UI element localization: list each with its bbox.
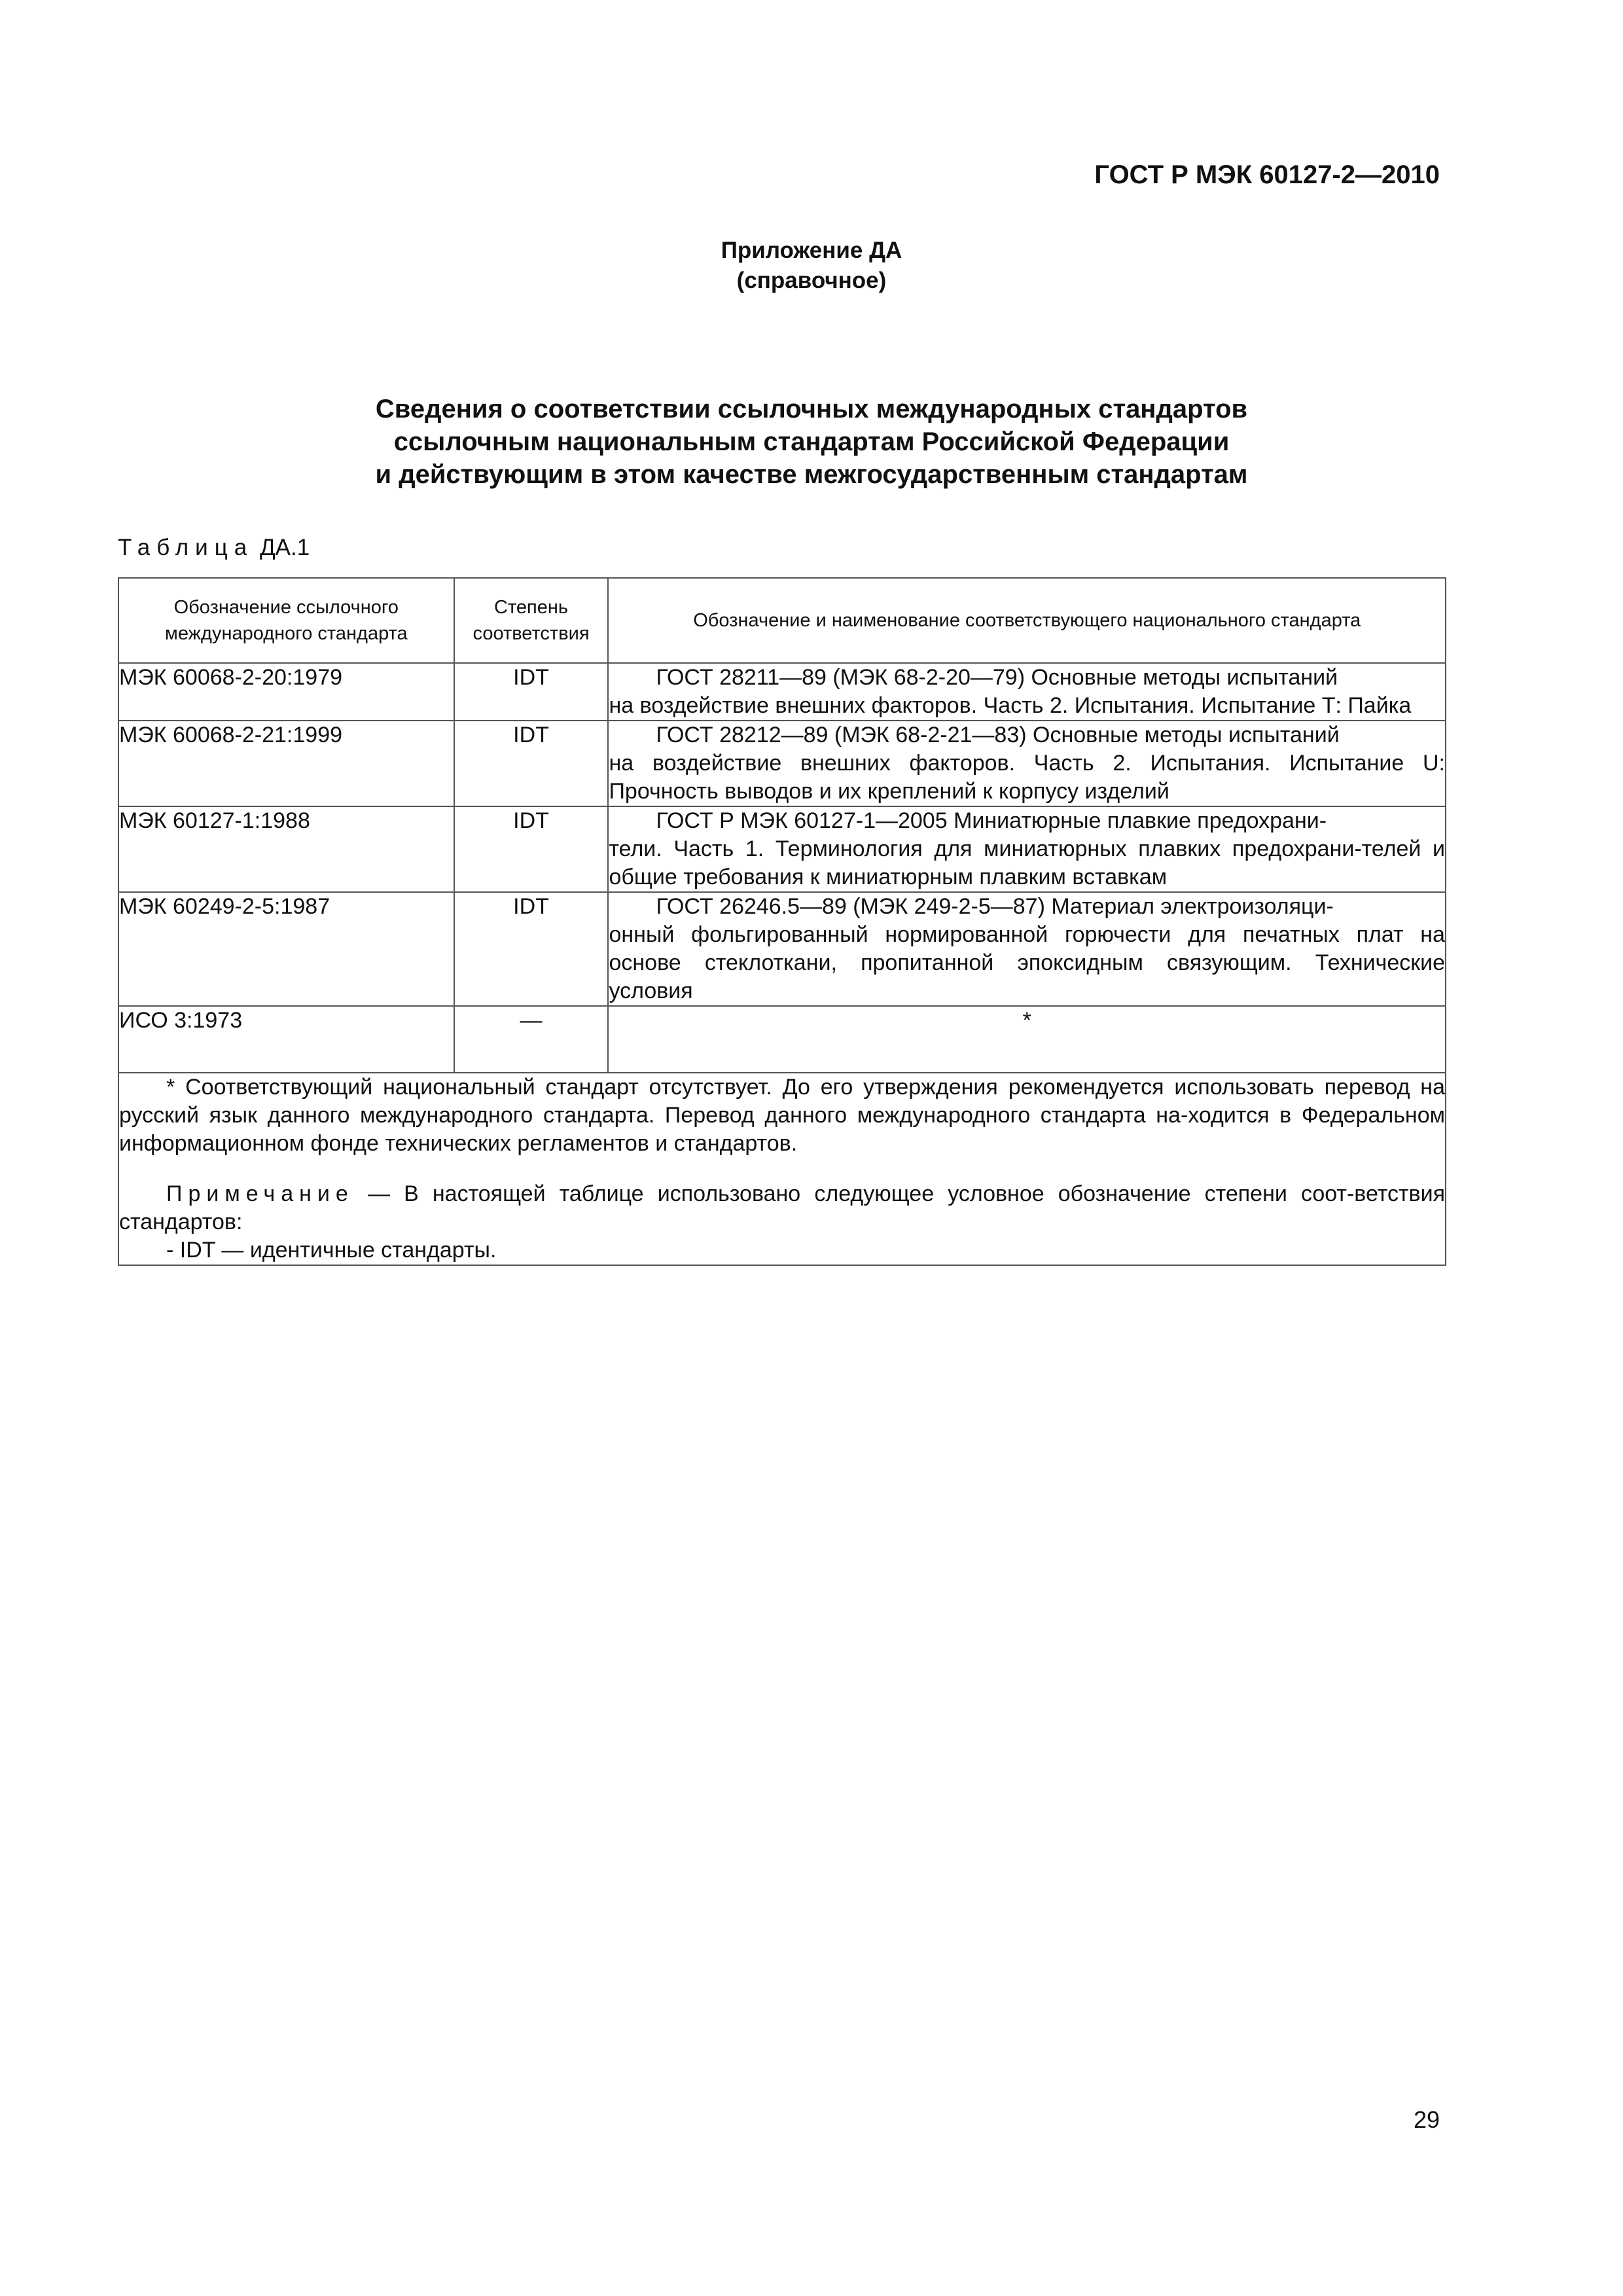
national-standard-first-line: ГОСТ 28212—89 (МЭК 68-2-21—83) Основные методы испытаний [656,723,1340,747]
document-code: ГОСТ Р МЭК 60127-2—2010 [1094,160,1440,189]
header-intl-line-2: международного стандарта [164,623,408,644]
header-degree-line-2: соответствия [473,623,590,644]
national-standard-rest: на воздействие внешних факторов. Часть 2. Испытания. Испытание U: Прочность выводов и их креплений к корпусу изделий [609,751,1445,804]
national-standard-first-line: ГОСТ Р МЭК 60127-1—2005 Миниатюрные плавкие предохрани- [656,808,1327,833]
table-footer [118,1073,1446,1265]
table-header-row [118,578,1446,663]
national-standard-rest: на воздействие внешних факторов. Часть 2. Испытания. Испытание Т: Пайка [609,693,1412,718]
annex-type: (справочное) [736,268,887,293]
annex-heading [0,236,1623,296]
national-standard-first-line: ГОСТ 28211—89 (МЭК 68-2-20—79) Основные методы испытаний [656,665,1338,690]
header-intl-standard [118,578,454,663]
intl-standard-cell: МЭК 60127-1:1988 [118,806,454,892]
standards-table [118,577,1446,1266]
intl-standard-cell: ИСО 3:1973 [118,1006,454,1073]
degree-cell: IDT [454,663,609,721]
national-standard-cell: * [608,1006,1446,1073]
section-title-line-3: и действующим в этом качестве межгосударственным стандартам [375,460,1248,489]
intl-standard-cell: МЭК 60068-2-21:1999 [118,721,454,806]
table-row [118,721,1446,806]
degree-cell: — [454,1006,609,1073]
national-standard-rest: онный фольгированный нормированной горючести для печатных плат на основе стеклоткани, пропитанной эпоксидным связующим. Технические условия [609,922,1445,1003]
page-number: 29 [1413,2106,1440,2133]
national-standard-cell [608,806,1446,892]
national-standard-cell [608,663,1446,721]
section-title-line-2: ссылочным национальным стандартам Российской Федерации [393,427,1230,456]
intl-standard-cell: МЭК 60249-2-5:1987 [118,892,454,1006]
note-text: — В настоящей таблице использовано следующее условное обозначение степени соот-ветствия стандартов: [119,1181,1446,1234]
table-row [118,892,1446,1006]
table-footer-row [118,1073,1446,1265]
national-standard-rest: тели. Часть 1. Терминология для миниатюрных плавких предохрани-телей и общие требования к миниатюрным плавким вставкам [609,836,1445,889]
degree-cell: IDT [454,721,609,806]
footnote: * Соответствующий национальный стандарт отсутствует. До его утверждения рекомендуется использовать перевод на русский язык данного международного стандарта. Перевод данного международного стандарта на-ходится в Федеральном информационном фонде технических регламентов и стандартов. [119,1075,1445,1156]
national-standard-cell [608,892,1446,1006]
header-national-standard: Обозначение и наименование соответствующего национального стандарта [608,578,1446,663]
table-row [118,663,1446,721]
header-degree-line-1: Степень [494,597,569,618]
degree-cell: IDT [454,892,609,1006]
header-degree [454,578,609,663]
table-row [118,806,1446,892]
note-label: Примечание [166,1181,354,1206]
table-caption-prefix: Таблица [118,535,254,560]
annex-title: Приложение ДА [721,238,902,263]
section-title-line-1: Сведения о соответствии ссылочных международных стандартов [375,395,1248,423]
note [119,1180,1445,1236]
table-caption [118,535,310,561]
degree-cell: IDT [454,806,609,892]
header-intl-line-1: Обозначение ссылочного [173,597,399,618]
table-caption-number: ДА.1 [259,535,310,560]
national-standard-first-line: ГОСТ 26246.5—89 (МЭК 249-2-5—87) Материал электроизоляци- [656,894,1334,919]
intl-standard-cell: МЭК 60068-2-20:1979 [118,663,454,721]
section-title [0,393,1623,491]
national-standard-cell [608,721,1446,806]
note-item: - IDT — идентичные стандарты. [166,1238,497,1263]
table-row [118,1006,1446,1073]
